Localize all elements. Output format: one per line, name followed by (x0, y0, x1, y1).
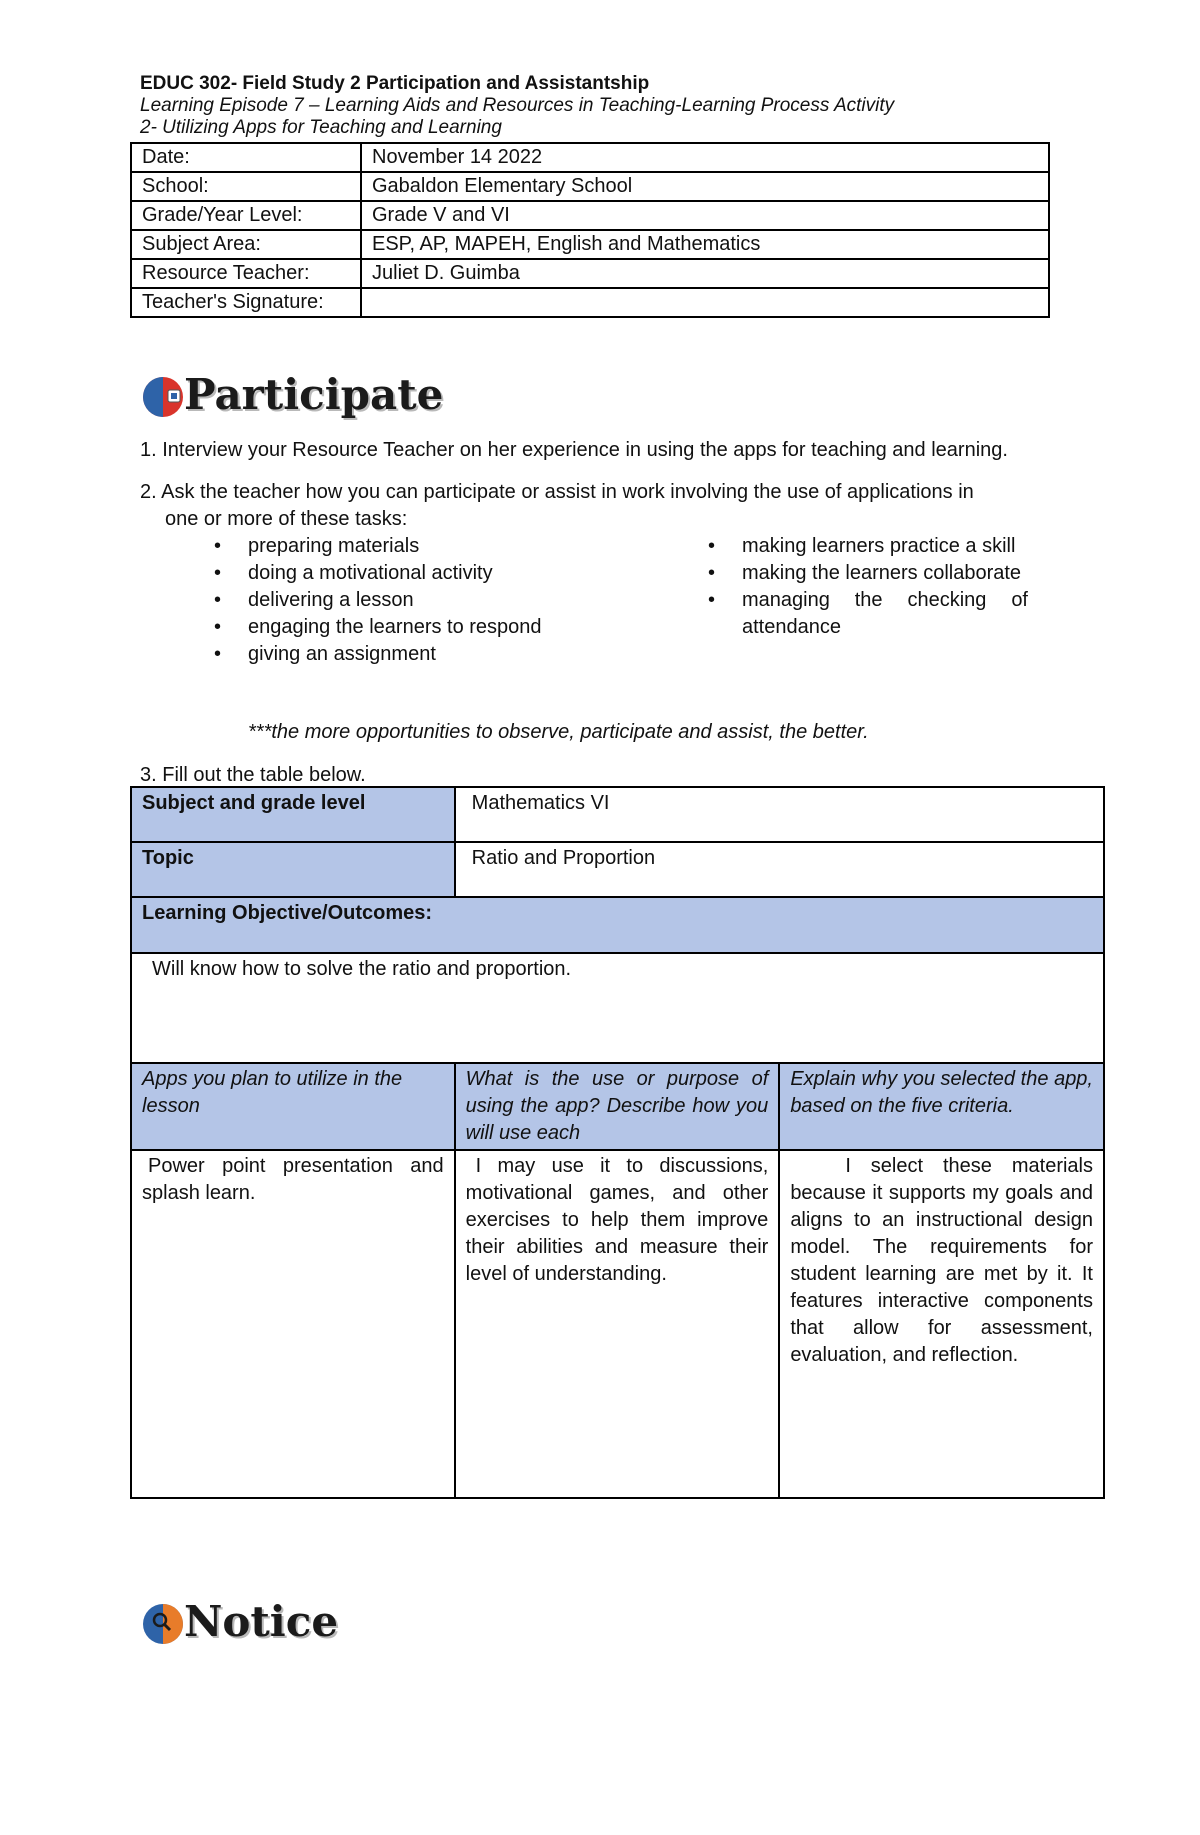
table-row (131, 787, 1104, 842)
notice-icon (142, 1603, 184, 1645)
subject-grade-label: Subject and grade level (131, 787, 455, 842)
apps-value: Power point presentation and splash learn. (131, 1150, 455, 1498)
subject-area-label: Subject Area: (131, 230, 361, 259)
subject-grade-value: Mathematics VI (455, 787, 1104, 842)
list-item: • delivering a lesson (212, 587, 632, 614)
purpose-value: I may use it to discussions, motivational games, and other exercises to help them improve their abilities and measure their level of understanding. (455, 1150, 780, 1498)
topic-value: Ratio and Proportion (455, 842, 1104, 897)
purpose-header: What is the use or purpose of using the app? Describe how you will use each (455, 1063, 780, 1150)
table-row (131, 230, 1049, 259)
table-row (131, 953, 1104, 1063)
date-value: November 14 2022 (361, 143, 1049, 172)
lesson-plan-table (130, 786, 1105, 1499)
signature-label: Teacher's Signature: (131, 288, 361, 317)
info-table (130, 142, 1050, 318)
table-row (131, 288, 1049, 317)
resource-teacher-label: Resource Teacher: (131, 259, 361, 288)
course-title: EDUC 302- Field Study 2 Participation and Assistantship (140, 73, 650, 94)
resource-teacher-value: Juliet D. Guimba (361, 259, 1049, 288)
activity-title: 2- Utilizing Apps for Teaching and Learning (140, 117, 502, 138)
list-item: • managing the checking of attendance (706, 587, 1028, 641)
grade-level-value: Grade V and VI (361, 201, 1049, 230)
instruction-2-cont: one or more of these tasks: (165, 508, 408, 530)
table-row (131, 1150, 1104, 1498)
episode-title: Learning Episode 7 – Learning Aids and Resources in Teaching-Learning Process Activity (140, 95, 895, 116)
list-item: • making learners practice a skill (706, 533, 1028, 560)
opportunities-note: ***the more opportunities to observe, participate and assist, the better. (248, 721, 869, 743)
table-row (131, 1063, 1104, 1150)
notice-heading: Notice (184, 1597, 339, 1646)
participate-icon (142, 376, 184, 418)
instruction-3: 3. Fill out the table below. (140, 764, 366, 786)
objective-value: Will know how to solve the ratio and proportion. (131, 953, 1104, 1063)
signature-value (361, 288, 1049, 317)
school-value: Gabaldon Elementary School (361, 172, 1049, 201)
task-list-right (706, 533, 1028, 641)
table-row (131, 897, 1104, 953)
table-row (131, 842, 1104, 897)
list-item: • making the learners collaborate (706, 560, 1028, 587)
table-row (131, 259, 1049, 288)
table-row (131, 143, 1049, 172)
task-list-left (212, 533, 632, 668)
reason-value: I select these materials because it supports my goals and aligns to an instructional design model. The requirements for student learning are met by it. It features interactive components that allow for assessment, evaluation, and reflection. (779, 1150, 1104, 1498)
reason-header: Explain why you selected the app, based on the five criteria. (779, 1063, 1104, 1150)
instruction-1: 1. Interview your Resource Teacher on her experience in using the apps for teaching and learning. (140, 439, 1008, 461)
apps-header: Apps you plan to utilize in the lesson (131, 1063, 455, 1150)
participate-heading: Participate (184, 370, 444, 419)
grade-level-label: Grade/Year Level: (131, 201, 361, 230)
subject-area-value: ESP, AP, MAPEH, English and Mathematics (361, 230, 1049, 259)
date-label: Date: (131, 143, 361, 172)
objective-label: Learning Objective/Outcomes: (131, 897, 1104, 953)
list-item: • giving an assignment (212, 641, 632, 668)
table-row (131, 201, 1049, 230)
list-item: • doing a motivational activity (212, 560, 632, 587)
school-label: School: (131, 172, 361, 201)
table-row (131, 172, 1049, 201)
list-item: • engaging the learners to respond (212, 614, 632, 641)
list-item: • preparing materials (212, 533, 632, 560)
instruction-2: 2. Ask the teacher how you can participate or assist in work involving the use of applications in (140, 481, 974, 503)
topic-label: Topic (131, 842, 455, 897)
